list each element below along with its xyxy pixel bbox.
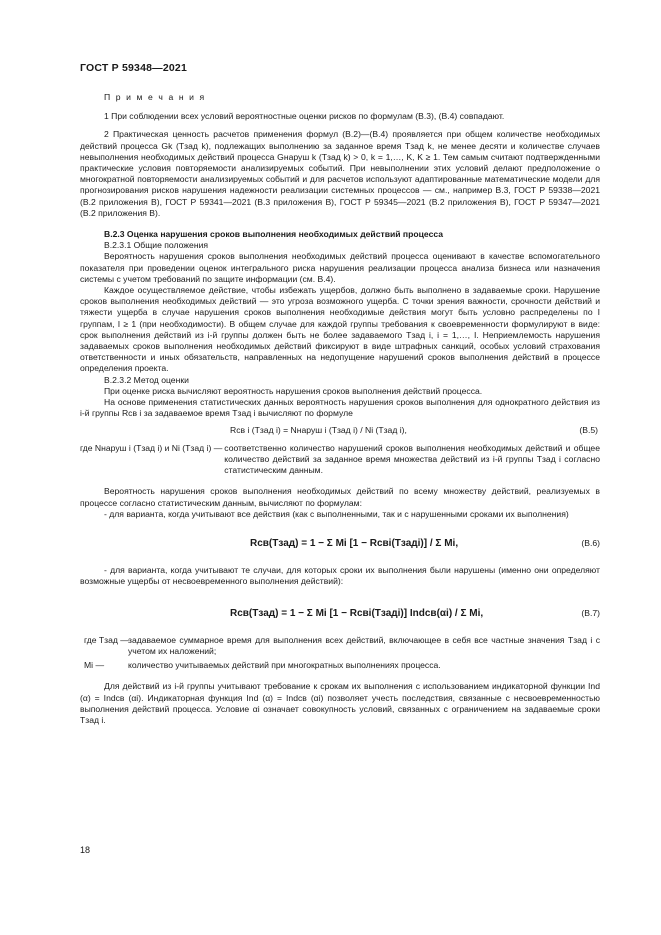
definition-row bbox=[80, 635, 600, 657]
subsection-title-2: В.2.3.2 Метод оценки bbox=[104, 374, 189, 385]
paragraph-6: - для варианта, когда учитывают все действия (как с выполненными, так и с нарушенными сроками их выполнения) bbox=[104, 508, 569, 519]
notes-title: П р и м е ч а н и я bbox=[104, 92, 206, 102]
section-title: В.2.3 Оценка нарушения сроков выполнения необходимых действий процесса bbox=[104, 229, 444, 240]
formula-b7 bbox=[80, 608, 600, 619]
paragraph-1: Вероятность нарушения сроков выполнения необходимых действий процесса оценивают в качестве вспомогательного показателя при проведении оценок интегрального риска нарушения реализации процесса анализа бизнеса или назначения системы с учетом требований по защите информации (см. В.4). bbox=[80, 251, 600, 284]
formula-b6-number: (В.6) bbox=[581, 537, 600, 548]
definitions-b7 bbox=[80, 635, 600, 672]
paragraph-7: - для варианта, когда учитывают те случаи, для которых сроки их выполнения были нарушены (именно они определяют возможные ущербы от несвоевременного выполнения действий): bbox=[80, 565, 600, 587]
formula-b5 bbox=[80, 425, 600, 436]
paragraph-8: Для действий из i-й группы учитывают требование к срокам их выполнения с использованием индикаторной функции Ind (α) = Indсв (αi). Индикаторная функция Ind (α) = Indсв (αi) позволяет учесть последствия, связанные с несвоевременностью выполнения действий процесса. Условие αi означает совокупность условий, связанных с ограничением на задаваемые сроки Tзад i. bbox=[80, 681, 600, 725]
paragraph-2: Каждое осуществляемое действие, чтобы избежать ущербов, должно быть выполнено в задаваемые сроки. Нарушение сроков выполнения необходимых действий — это угроза возможного ущерба. С точки зрения важности, срочности действий и тяжести ущерба в случае нарушения сроков выполнения необходимые действия могут быть условно распределены по I группам, I ≥ 1 (при необходимости). В общем случае для каждой группы требования к своевременности формулируют в виде: срок выполнения действий из i-й группы должен быть не более задаваемого Tзад i, i = 1,…, I. Неприемлемость нарушения задаваемых сроков выполнения необходимых действий фиксируют в виде штрафных санкций, особых условий страхования ответственности и иных обязательств, направленных на недопущение нарушений сроков выполнения действий в процессе определения проекта. bbox=[80, 285, 600, 374]
formula-b6-expression: Rсв(Tзад) = 1 − Σ Mi [1 − Rсвi(Tзадi)] / Σ Mi, bbox=[250, 537, 459, 549]
definition-row bbox=[80, 660, 600, 671]
formula-b5-expression: Rсв i (Tзад i) = Nнаруш i (Tзад i) / Ni (Tзад i), bbox=[230, 425, 407, 436]
paragraph-4: На основе применения статистических данных вероятность нарушения сроков выполнения для однократного действия из i-й группы Rсв i за задаваемое время Tзад i вычисляют по формуле bbox=[80, 397, 600, 419]
definition-text: задаваемое суммарное время для выполнения всех действий, включающее в себя все частные значения Tзад i с учетом их наложений; bbox=[128, 634, 600, 656]
definition-b5-text: соответственно количество нарушений сроков выполнения необходимых действий и общее количество действий за заданное время множества действий из i-й группы Tзад i согласно статистическим данным. bbox=[224, 442, 600, 476]
definition-symbol: где Tзад — bbox=[84, 634, 129, 645]
formula-b7-number: (В.7) bbox=[581, 607, 600, 618]
definitions-b5 bbox=[80, 443, 600, 477]
note-2: 2 Практическая ценность расчетов применения формул (В.2)—(В.4) проявляется при общем количестве необходимых действий процесса Gk (Tзад k), подлежащих выполнению за заданное время Tзад k, не менее десяти и количестве случаев невыполнения необходимых действий процесса Gнаруш k (Tзад k) > 0, k = 1,…, K, K ≥ 1. Тем самым считают подтвержденными практические условия повторяемости анализируемых событий. При невыполнении этих условий делают предположение о многократной повторяемости анализируемых событий и для расчетов используют адаптированные математические модели для прогнозирования рисков нарушения надежности реализации системных процессов — см., например В.3, ГОСТ Р 59338—2021 (В.2 приложения В), ГОСТ Р 59341—2021 (В.3 приложения В), ГОСТ Р 59345—2021 (В.2 приложения В), ГОСТ Р 59347—2021 (В.2 приложения В). bbox=[80, 129, 600, 218]
document-body bbox=[80, 92, 600, 726]
page-number: 18 bbox=[80, 845, 91, 855]
standard-header: ГОСТ Р 59348—2021 bbox=[80, 62, 188, 74]
definition-b5-symbols: где Nнаруш i (Tзад i) и Ni (Tзад i) — bbox=[80, 442, 223, 453]
note-1: 1 При соблюдении всех условий вероятностные оценки рисков по формулам (В.3), (В.4) совпадают. bbox=[104, 111, 505, 122]
subsection-title-1: В.2.3.1 Общие положения bbox=[104, 240, 209, 251]
paragraph-5: Вероятность нарушения сроков выполнения необходимых действий по всему множеству действий, реализуемых в процессе согласно статистическим данным, вычисляют по формулам: bbox=[80, 486, 600, 508]
definition-symbol: Mi — bbox=[84, 660, 105, 671]
formula-b7-expression: Rсв(Tзад) = 1 − Σ Mi [1 − Rсвi(Tзадi)] Indсв(αi) / Σ Mi, bbox=[230, 607, 484, 619]
formula-b6 bbox=[80, 538, 600, 549]
formula-b5-number: (В.5) bbox=[579, 425, 598, 436]
definition-text: количество учитываемых действий при многократных выполнениях процесса. bbox=[128, 660, 441, 671]
paragraph-3: При оценке риска вычисляют вероятность нарушения сроков выполнения действий процесса. bbox=[104, 385, 483, 396]
